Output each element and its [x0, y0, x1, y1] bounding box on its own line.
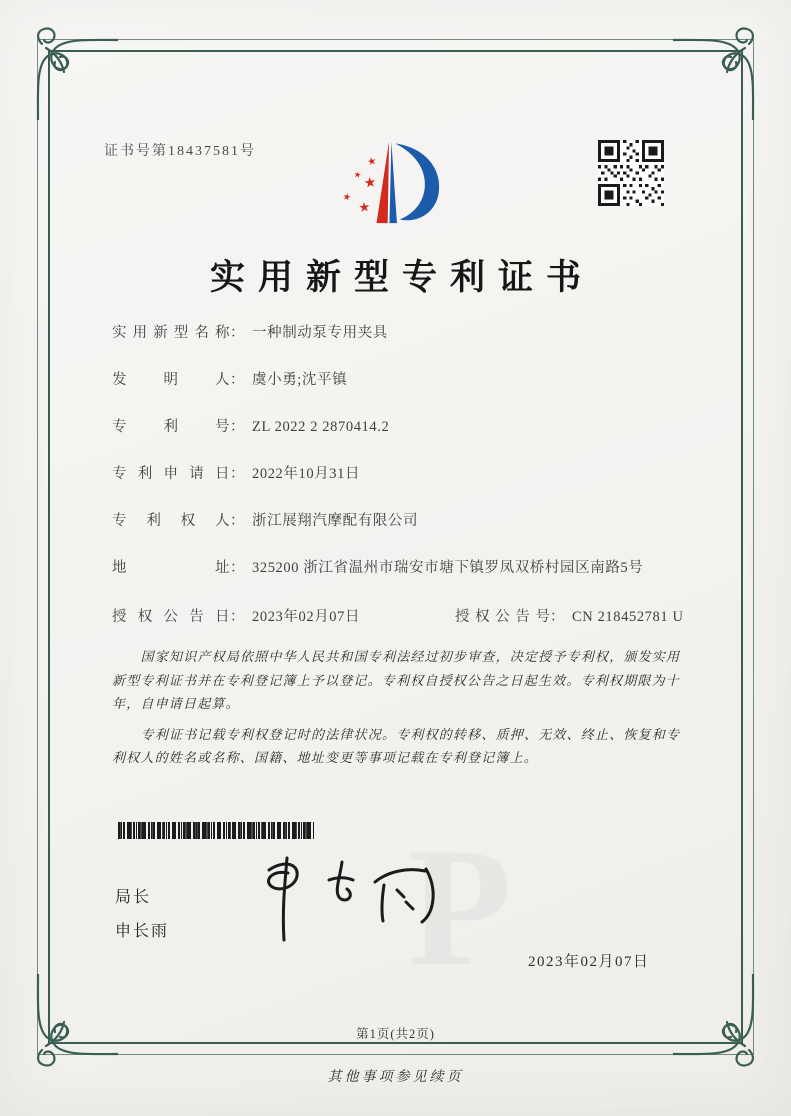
colon: ： — [230, 419, 245, 435]
barcode — [118, 822, 314, 839]
legal-paragraph: 国家知识产权局依照中华人民共和国专利法经过初步审查，决定授予专利权，颁发实用新型专利证书并在专利登记簿上予以登记。专利权自授权公告之日起生效。专利权期限为十年，自申请日起算。 — [112, 649, 681, 711]
grant-number-label: 授权公告号 — [455, 609, 550, 625]
field-value: 一种制动泵专用夹具 — [252, 325, 388, 341]
frame-corner-ornament — [22, 974, 118, 1070]
grant-row — [112, 606, 686, 628]
colon: ： — [230, 560, 245, 576]
field-value: 2022年10月31日 — [252, 466, 361, 482]
shen-changyu-signature — [225, 850, 457, 946]
qr-code — [598, 140, 664, 206]
field-label: 实用新型名称 — [112, 325, 230, 341]
svg-text:★: ★ — [357, 200, 371, 217]
svg-text:★: ★ — [352, 168, 363, 181]
footer-note: 其他事项参见续页 — [327, 1070, 464, 1085]
field-label: 地址 — [112, 560, 230, 576]
legal-paragraph: 专利证书记载专利权登记时的法律状况。专利权的转移、质押、无效、终止、恢复和专利权人的姓名或名称、国籍、地址变更等事项记载在专利登记簿上。 — [112, 726, 681, 765]
svg-text:★: ★ — [341, 191, 353, 204]
grant-date-value: 2023年02月07日 — [252, 609, 361, 625]
issue-date: 2023年02月07日 — [528, 954, 650, 970]
field-label: 专利号 — [112, 419, 230, 435]
svg-text:★: ★ — [362, 174, 378, 192]
fields-section — [112, 322, 686, 628]
field-value: ZL 2022 2 2870414.2 — [252, 419, 390, 435]
certificate-number: 证书号第18437581号 — [104, 144, 256, 159]
field-label: 专利申请日 — [112, 466, 230, 482]
signer-title: 局长 — [115, 889, 152, 906]
colon: ： — [230, 513, 245, 529]
field-row — [112, 463, 686, 510]
field-row — [112, 322, 686, 369]
grant-date-label: 授权公告日 — [112, 609, 230, 625]
field-row-address — [112, 557, 686, 606]
legal-text-section — [112, 645, 686, 770]
colon: ： — [230, 609, 245, 625]
frame-corner-ornament — [22, 24, 118, 120]
svg-text:★: ★ — [366, 155, 378, 169]
frame-corner-ornament — [673, 974, 769, 1070]
field-value: 虞小勇;沈平镇 — [252, 372, 348, 388]
page-title: 实用新型专利证书 — [209, 258, 594, 297]
field-label: 发明人 — [112, 372, 230, 388]
field-row — [112, 416, 686, 463]
grant-number-value: CN 218452781 U — [572, 609, 684, 625]
page-number: 第1页(共2页) — [356, 1027, 435, 1041]
signer-name: 申长雨 — [115, 923, 170, 940]
cnipa-logo-icon — [320, 136, 472, 238]
frame-corner-ornament — [673, 24, 769, 120]
field-label: 专利权人 — [112, 513, 230, 529]
colon: ： — [230, 372, 245, 388]
colon: ： — [550, 609, 565, 625]
watermark: P — [408, 813, 512, 1001]
colon: ： — [230, 466, 245, 482]
field-value: 325200 浙江省温州市瑞安市塘下镇罗凤双桥村园区南路5号 — [252, 560, 644, 576]
field-row — [112, 510, 686, 557]
field-row — [112, 369, 686, 416]
colon: ： — [230, 325, 245, 341]
field-value: 浙江展翔汽摩配有限公司 — [252, 513, 419, 529]
